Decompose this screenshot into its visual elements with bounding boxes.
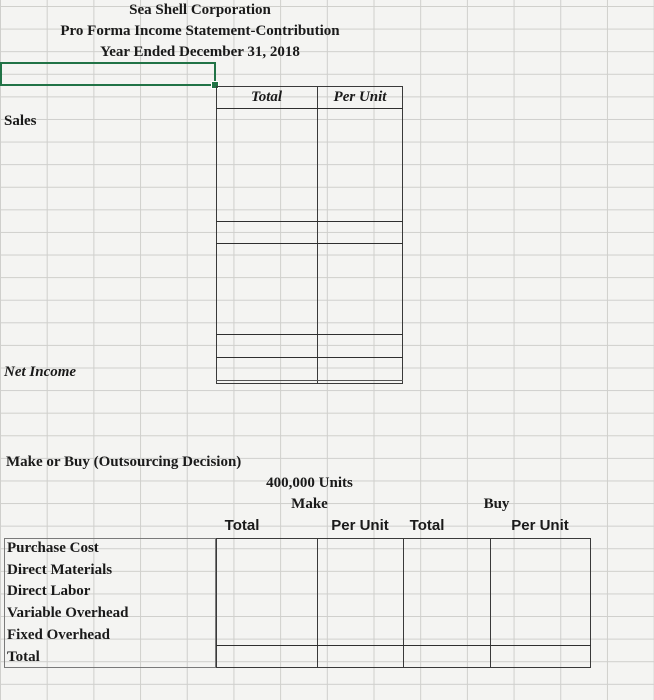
make-or-buy-title: Make or Buy (Outsourcing Decision) [6, 454, 242, 470]
buy-col-total: Total [409, 517, 445, 534]
net-income-line-top [216, 357, 403, 358]
statement-period: Year Ended December 31, 2018 [100, 44, 300, 60]
buy-label: Buy [483, 496, 510, 512]
make-buy-divider-2 [403, 538, 404, 668]
buy-col-per-unit: Per Unit [511, 517, 569, 534]
company-name: Sea Shell Corporation [129, 2, 271, 18]
make-label: Make [291, 496, 328, 512]
make-buy-total-line [216, 645, 591, 646]
row-total: Total [7, 649, 40, 665]
make-buy-divider-3 [490, 538, 491, 668]
subtotal-line-1 [216, 221, 403, 222]
make-buy-divider-1 [317, 538, 318, 668]
selected-cell[interactable] [0, 62, 216, 86]
subtotal-line-2 [216, 243, 403, 244]
income-col-total: Total [250, 89, 283, 105]
row-sales-label: Sales [4, 113, 37, 129]
subtotal-line-3 [216, 334, 403, 335]
income-table-divider [317, 86, 318, 384]
row-net-income-label: Net Income [4, 364, 77, 380]
row-variable-overhead: Variable Overhead [7, 605, 129, 621]
income-table [216, 86, 403, 384]
net-income-double-line [216, 380, 403, 381]
row-direct-labor: Direct Labor [7, 583, 91, 599]
row-fixed-overhead: Fixed Overhead [7, 627, 110, 643]
make-col-per-unit: Per Unit [331, 517, 389, 534]
income-col-per-unit: Per Unit [333, 89, 387, 105]
make-col-total: Total [224, 517, 260, 534]
row-direct-materials: Direct Materials [7, 562, 113, 578]
income-header-line [216, 108, 403, 109]
units-label: 400,000 Units [266, 475, 353, 491]
row-purchase-cost: Purchase Cost [7, 540, 99, 556]
statement-title: Pro Forma Income Statement-Contribution [60, 23, 340, 39]
